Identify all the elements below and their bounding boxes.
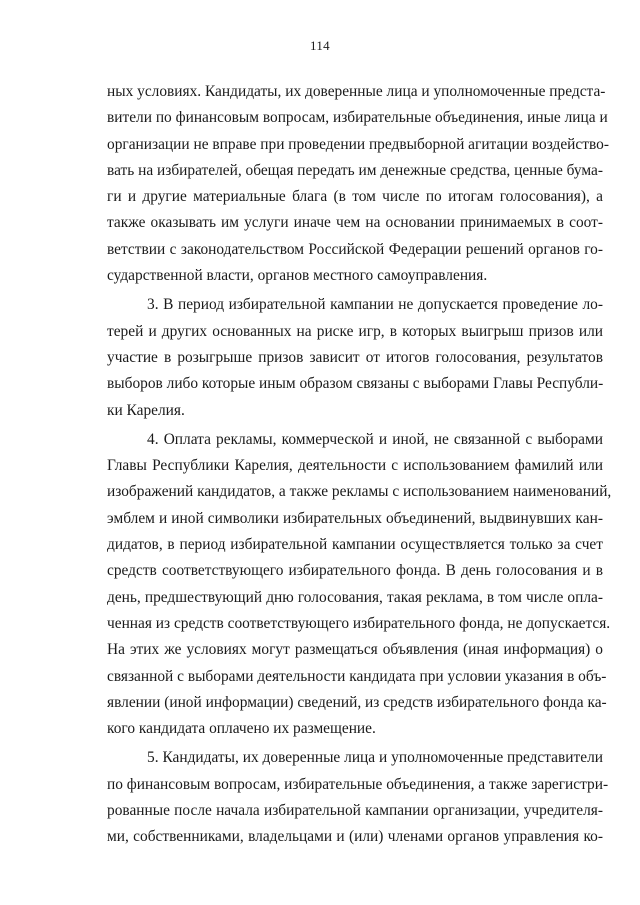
text-line: ги и другие материальные блага (в том числе по итогам голосования), а bbox=[107, 188, 603, 206]
text-line: рованные после начала избирательной кампании организации, учредителя- bbox=[107, 802, 603, 820]
text-line: терей и других основанных на риске игр, в которых выигрыш призов или bbox=[107, 322, 603, 340]
text-line: дидатов, в период избирательной кампании осуществляется только за счет bbox=[107, 536, 603, 554]
text-line: 3. В период избирательной кампании не допускается проведение ло- bbox=[147, 296, 603, 314]
text-line: ми, собственниками, владельцами и (или) членами органов управления ко- bbox=[107, 828, 603, 846]
paragraph-paragraph-4 bbox=[107, 427, 612, 743]
text-line: кого кандидата оплачено их размещение. bbox=[107, 720, 376, 738]
text-line: явлении (иной информации) сведений, из средств избирательного фонда ка- bbox=[107, 693, 607, 711]
text-line: вители по финансовым вопросам, избирательные объединения, иные лица и bbox=[107, 109, 608, 127]
text-line: изображений кандидатов, а также рекламы с использованием наименований, bbox=[107, 483, 612, 501]
text-line: сударственной власти, органов местного самоуправления. bbox=[107, 267, 488, 285]
document-body bbox=[107, 79, 612, 851]
text-line: по финансовым вопросам, избирательные объединения, а также зарегистри- bbox=[107, 775, 609, 793]
text-line: участие в розыгрыше призов зависит от итогов голосования, результатов bbox=[107, 348, 603, 366]
text-line: связанной с выборами деятельности кандидата при условии указания в объ- bbox=[107, 667, 607, 685]
text-line: выборов либо которые иным образом связаны с выборами Главы Республи- bbox=[107, 375, 604, 393]
text-line: 5. Кандидаты, их доверенные лица и уполномоченные представители bbox=[147, 749, 603, 767]
page-number: 114 bbox=[310, 38, 330, 53]
text-line: На этих же условиях могут размещаться объявления (иная информация) о bbox=[107, 641, 603, 659]
text-line: также оказывать им услуги иначе чем на основании принимаемых в соот- bbox=[107, 214, 603, 232]
text-line: ных условиях. Кандидаты, их доверенные лица и уполномоченные предста- bbox=[107, 83, 606, 100]
text-line: организации не вправе при проведении предвыборной агитации воздейство- bbox=[107, 135, 609, 153]
text-line: ветствии с законодательством Российской Федерации решений органов го- bbox=[107, 240, 603, 258]
text-line: эмблем и иной символики избирательных объединений, выдвинувших кан- bbox=[107, 509, 603, 527]
text-line: день, предшествующий дню голосования, такая реклама, в том числе опла- bbox=[107, 588, 603, 606]
text-line: 4. Оплата рекламы, коммерческой и иной, не связанной с выборами bbox=[147, 430, 603, 448]
paragraph-paragraph-5 bbox=[107, 745, 609, 850]
text-line: Главы Республики Карелия, деятельности с использованием фамилий или bbox=[107, 457, 603, 475]
paragraph-continuation bbox=[107, 79, 609, 289]
text-line: вать на избирателей, обещая передать им денежные средства, ценные бума- bbox=[107, 161, 603, 179]
text-line: средств соответствующего избирательного фонда. В день голосования и в bbox=[107, 562, 603, 580]
text-line: ченная из средств соответствующего избирательного фонда, не допускается. bbox=[107, 614, 611, 632]
paragraph-paragraph-3 bbox=[107, 292, 603, 423]
text-line: ки Карелия. bbox=[107, 401, 185, 419]
